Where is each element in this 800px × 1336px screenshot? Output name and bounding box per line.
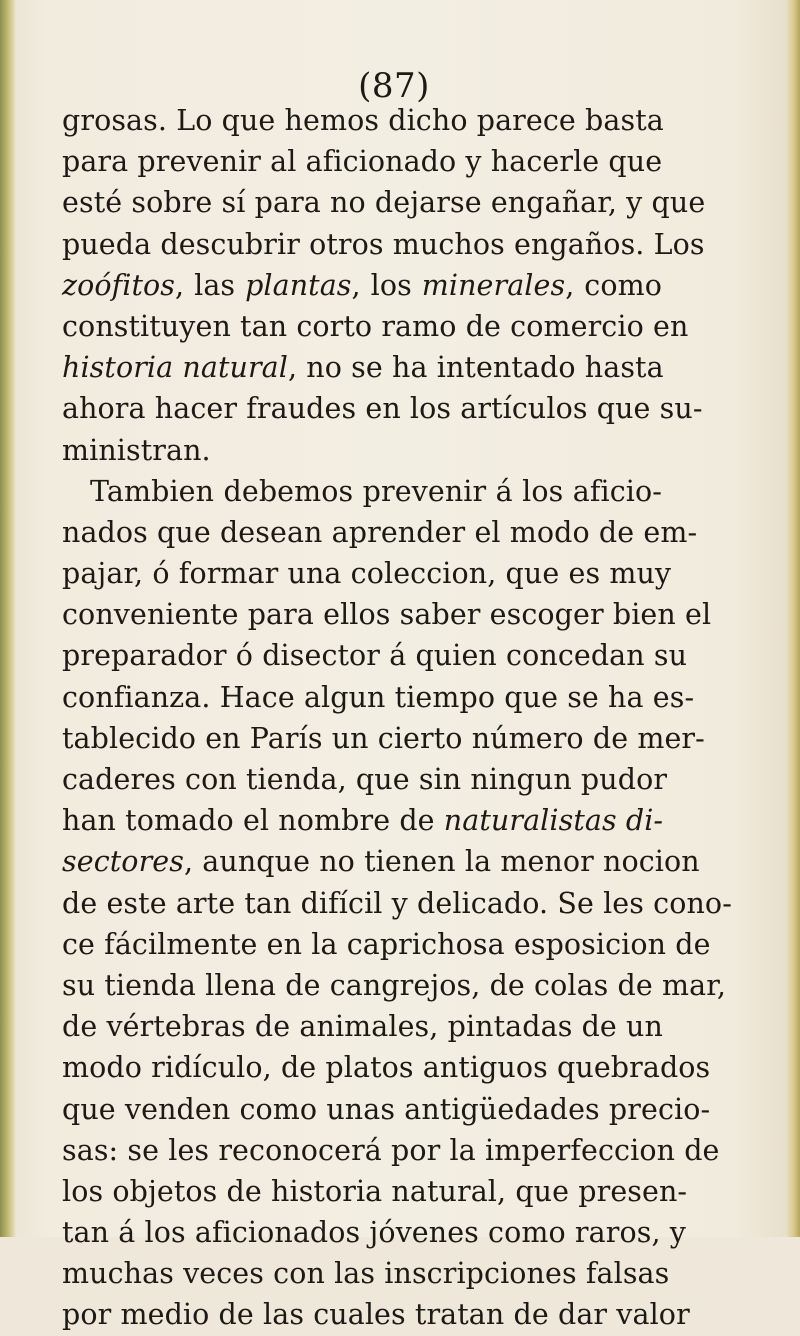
text-segment: confianza. Hace algun tiempo que se ha es- [62,680,695,714]
text-line [62,553,672,594]
text-line [62,224,705,265]
text-line [62,265,662,306]
text-line [62,594,712,635]
text-segment: grosas. Lo que hemos dicho parece basta [62,104,664,137]
text-segment: , los [351,268,422,302]
page-number: (87) [358,66,430,106]
text-segment: sas: se les reconocerá por la imperfeccion de [62,1133,720,1167]
text-segment: muchas veces con las inscripciones falsas [62,1257,670,1291]
text-line [62,924,711,965]
text-segment: , aunque no tienen la menor nocion [183,845,700,879]
text-segment: , como [565,268,662,302]
text-line [62,1171,688,1212]
text-segment: tan á los aficionados jóvenes como raros, y [62,1216,686,1250]
text-line [62,800,662,841]
text-segment: tablecido en París un cierto número de mer- [62,721,705,755]
text-segment: los objetos de historia natural, que presen- [62,1174,688,1208]
text-segment: nados que desean aprender el modo de em- [62,515,698,549]
text-line [62,388,703,429]
text-line [62,635,688,676]
text-segment: modo ridículo, de platos antiguos quebrados [62,1051,711,1085]
text-line [62,471,662,512]
text-segment: Tambien debemos prevenir á los aficio- [90,474,662,508]
text-line [62,1047,711,1088]
text-segment: pajar, ó formar una coleccion, que es muy [62,557,672,591]
text-line [62,883,732,924]
text-line [62,182,706,223]
left-binding-edge [0,0,16,1237]
text-line [62,512,698,553]
text-segment: esté sobre sí para no dejarse engañar, y que [62,186,706,220]
text-segment: para prevenir al aficionado y hacerle que [62,145,663,179]
text-line [62,347,662,388]
text-segment: constituyen tan corto ramo de comercio en [62,309,689,343]
text-line [62,430,662,471]
text-segment: caderes con tienda, que sin ningun pudor [62,763,668,796]
italic-term: zoófitos [62,268,176,302]
text-segment: ahora hacer fraudes en los artículos que su- [62,392,703,426]
text-segment: , las [175,268,246,302]
text-segment: que venden como unas antigüedades precio- [62,1092,711,1126]
text-segment: por medio de las cuales tratan de dar valor [62,1298,690,1332]
text-segment: ministran. [62,433,211,467]
body-text [62,100,732,1336]
text-line [62,759,668,800]
text-segment: pueda descubrir otros muchos engaños. Los [62,227,705,261]
italic-term: naturalistas di- [443,804,664,838]
text-line [62,1006,662,1047]
text-line [62,718,705,759]
right-page-edge [786,0,800,1237]
text-line [62,100,662,141]
text-segment: su tienda llena de cangrejos, de colas de mar, [62,968,726,1002]
text-line [62,1253,670,1294]
text-line [62,965,726,1006]
text-line [62,1294,690,1335]
text-segment: conveniente para ellos saber escoger bien el [62,598,712,632]
text-line [62,1212,686,1253]
text-segment: , no se ha intentado hasta [287,351,664,385]
italic-term: sectores [62,845,184,879]
text-line [62,1130,720,1171]
text-segment: de vértebras de animales, pintadas de un [62,1010,663,1044]
text-segment: de este arte tan difícil y delicado. Se les cono- [62,886,732,920]
text-line [62,841,700,882]
italic-term: historia natural [62,351,288,385]
text-segment: ce fácilmente en la caprichosa esposicion de [62,927,711,961]
italic-term: plantas [245,268,352,302]
text-line [62,677,695,718]
text-line [62,141,662,182]
text-segment: preparador ó disector á quien concedan su [62,639,688,673]
text-segment: han tomado el nombre de [62,804,444,838]
text-line [62,306,689,347]
text-line [62,1089,711,1130]
italic-term: minerales [421,268,566,302]
